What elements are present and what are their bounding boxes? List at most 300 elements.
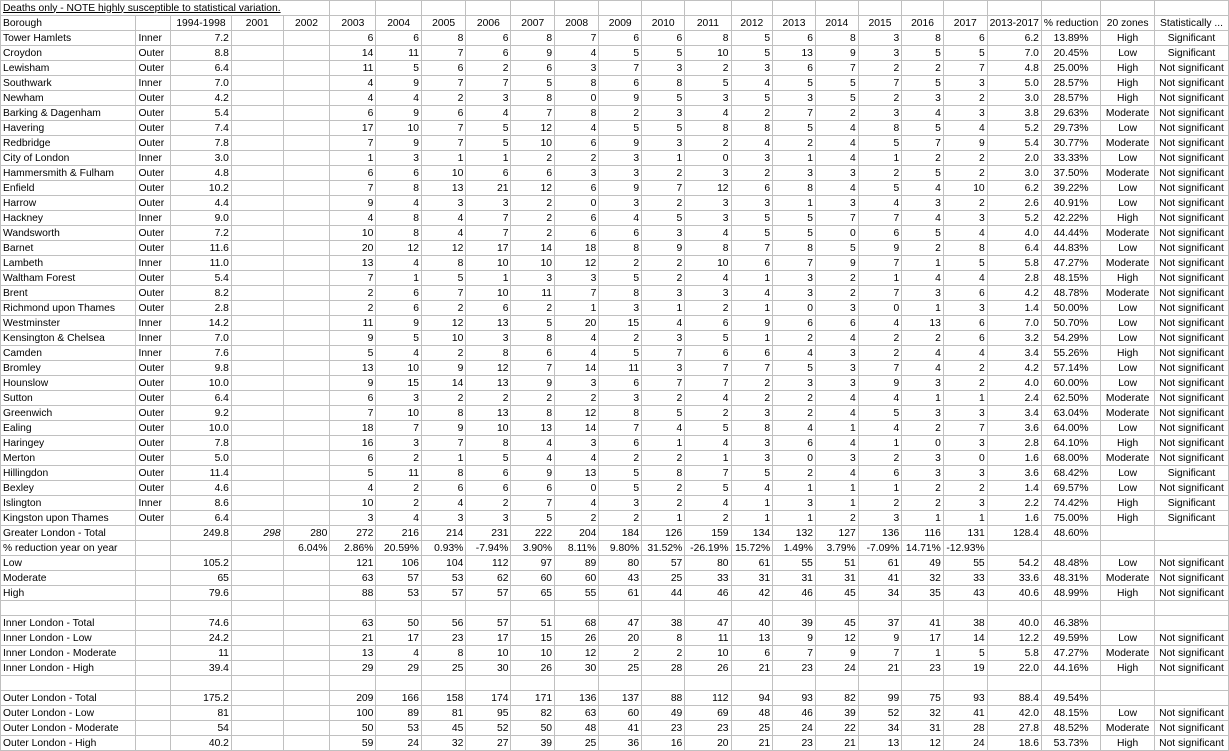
table-cell[interactable]: 62 [466,571,511,586]
table-cell[interactable]: Westminster [1,316,136,331]
table-cell[interactable]: Outer [136,136,171,151]
table-cell[interactable]: 28.57% [1041,76,1100,91]
table-cell[interactable]: Low [1101,481,1155,496]
table-cell[interactable]: 5 [815,91,858,106]
table-cell[interactable]: 3 [773,271,816,286]
table-cell[interactable]: Moderate [1101,106,1155,121]
table-cell[interactable]: 4 [685,106,731,121]
table-cell[interactable]: 28.57% [1041,91,1100,106]
table-cell[interactable]: 10 [466,421,511,436]
table-cell[interactable]: 7 [376,421,422,436]
table-cell[interactable]: Havering [1,121,136,136]
table-cell[interactable]: 1 [421,451,465,466]
table-cell[interactable]: 4 [511,451,555,466]
table-cell[interactable]: 11 [330,316,376,331]
table-cell[interactable]: 9.0 [171,211,232,226]
table-cell[interactable]: Newham [1,91,136,106]
table-cell[interactable]: 2 [902,151,944,166]
table-cell[interactable]: 2 [642,166,685,181]
table-cell[interactable]: High [1101,736,1155,751]
table-cell[interactable]: 56 [421,616,465,631]
table-cell[interactable]: 0 [902,436,944,451]
table-cell[interactable] [555,676,599,691]
table-cell[interactable]: 10 [421,331,465,346]
table-cell[interactable] [902,676,944,691]
table-cell[interactable]: 25 [731,721,773,736]
table-cell[interactable]: Not significant [1154,451,1228,466]
table-cell[interactable]: 5 [858,406,902,421]
table-cell[interactable]: Significant [1154,496,1228,511]
table-cell[interactable]: 41 [858,571,902,586]
table-cell[interactable]: 8 [943,241,987,256]
table-cell[interactable]: 2 [599,511,642,526]
table-cell[interactable]: 3 [943,466,987,481]
table-cell[interactable]: 2 [773,391,816,406]
table-cell[interactable]: 2 [943,361,987,376]
table-cell[interactable]: 81 [421,706,465,721]
table-cell[interactable]: 1 [858,151,902,166]
table-cell[interactable]: 9 [815,646,858,661]
table-cell[interactable]: 8 [599,286,642,301]
table-cell[interactable]: 1 [858,481,902,496]
table-cell[interactable]: 34 [858,721,902,736]
table-cell[interactable]: 5 [902,226,944,241]
table-cell[interactable] [231,586,283,601]
table-cell[interactable]: 4 [330,481,376,496]
table-cell[interactable]: 5 [685,481,731,496]
table-cell[interactable]: 44.16% [1041,661,1100,676]
table-cell[interactable]: 49.59% [1041,631,1100,646]
table-cell[interactable]: 2 [555,391,599,406]
table-cell[interactable]: 13 [858,736,902,751]
table-cell[interactable]: 1.4 [987,301,1041,316]
table-cell[interactable]: 3 [943,436,987,451]
table-cell[interactable]: 5.4 [987,136,1041,151]
table-cell[interactable] [685,601,731,616]
table-cell[interactable]: 12 [555,646,599,661]
table-cell[interactable]: 3 [943,406,987,421]
table-cell[interactable]: Ealing [1,421,136,436]
table-cell[interactable]: 5 [902,76,944,91]
table-cell[interactable] [136,721,171,736]
column-header[interactable]: 2017 [943,16,987,31]
table-cell[interactable]: 136 [555,691,599,706]
table-cell[interactable] [283,361,330,376]
table-cell[interactable]: 3 [902,406,944,421]
table-cell[interactable]: 6 [466,31,511,46]
table-cell[interactable]: 9 [330,331,376,346]
table-cell[interactable]: 15 [511,631,555,646]
table-cell[interactable]: 3 [731,151,773,166]
table-cell[interactable]: Outer [136,166,171,181]
column-header[interactable]: 2001 [231,16,283,31]
table-cell[interactable]: 8 [555,76,599,91]
table-cell[interactable]: 14 [330,46,376,61]
table-cell[interactable]: 4 [858,391,902,406]
table-cell[interactable]: 6.04% [283,541,330,556]
table-cell[interactable]: 2 [642,196,685,211]
table-cell[interactable]: 6 [815,316,858,331]
table-cell[interactable] [231,511,283,526]
table-cell[interactable]: 13 [902,316,944,331]
table-cell[interactable]: 1 [902,301,944,316]
table-cell[interactable]: 6 [466,166,511,181]
table-cell[interactable]: 3 [376,436,422,451]
table-cell[interactable]: 6 [466,466,511,481]
table-cell[interactable]: 3 [902,286,944,301]
column-header[interactable]: 2010 [642,16,685,31]
column-header[interactable]: 2004 [376,16,422,31]
table-cell[interactable]: 24 [376,736,422,751]
table-cell[interactable]: 5.8 [987,646,1041,661]
column-header[interactable]: 20 zones [1101,16,1155,31]
table-cell[interactable]: 3 [773,286,816,301]
table-cell[interactable]: 2 [685,511,731,526]
table-cell[interactable]: 50 [511,721,555,736]
table-cell[interactable]: Not significant [1154,61,1228,76]
table-cell[interactable] [231,631,283,646]
table-cell[interactable] [231,181,283,196]
table-cell[interactable]: 6 [421,481,465,496]
table-cell[interactable]: 3 [815,376,858,391]
table-cell[interactable]: 4 [421,496,465,511]
column-header[interactable]: Borough [1,16,136,31]
table-cell[interactable]: Outer [136,391,171,406]
table-cell[interactable]: 55 [773,556,816,571]
table-cell[interactable]: 16 [330,436,376,451]
table-cell[interactable]: 89 [376,706,422,721]
table-cell[interactable]: 2 [466,391,511,406]
table-cell[interactable] [283,271,330,286]
table-cell[interactable] [136,586,171,601]
table-cell[interactable]: 8 [511,91,555,106]
table-cell[interactable]: 9 [376,316,422,331]
table-cell[interactable]: 2 [330,286,376,301]
table-cell[interactable]: 8 [511,406,555,421]
table-cell[interactable] [283,46,330,61]
table-cell[interactable] [1101,691,1155,706]
table-cell[interactable]: 4 [902,181,944,196]
table-cell[interactable]: 23 [773,736,816,751]
table-cell[interactable] [599,676,642,691]
table-cell[interactable]: 136 [858,526,902,541]
table-cell[interactable]: 23 [642,721,685,736]
table-cell[interactable] [283,241,330,256]
table-cell[interactable]: 20.59% [376,541,422,556]
table-cell[interactable] [231,61,283,76]
table-cell[interactable]: 3 [902,196,944,211]
table-cell[interactable]: 12 [555,406,599,421]
table-cell[interactable]: 4 [943,226,987,241]
table-cell[interactable]: 1 [642,511,685,526]
table-cell[interactable]: 3.4 [987,406,1041,421]
table-cell[interactable]: 48.78% [1041,286,1100,301]
table-cell[interactable]: 5 [511,76,555,91]
table-cell[interactable]: 3 [773,91,816,106]
table-cell[interactable]: 7.2 [171,226,232,241]
table-cell[interactable]: 3 [555,61,599,76]
table-cell[interactable]: 7 [421,136,465,151]
table-cell[interactable]: 88 [330,586,376,601]
table-cell[interactable]: Significant [1154,466,1228,481]
cell[interactable] [1154,1,1228,16]
table-cell[interactable] [773,676,816,691]
table-cell[interactable]: 3 [943,106,987,121]
table-cell[interactable]: Low [1101,196,1155,211]
cell[interactable] [1041,1,1100,16]
table-cell[interactable]: Merton [1,451,136,466]
table-cell[interactable]: 7 [731,241,773,256]
table-cell[interactable]: Moderate [1101,571,1155,586]
table-cell[interactable]: 3 [858,31,902,46]
table-cell[interactable]: 40.2 [171,736,232,751]
table-cell[interactable] [511,676,555,691]
table-cell[interactable]: 7.0 [987,46,1041,61]
table-cell[interactable]: 57 [376,571,422,586]
table-cell[interactable]: 3 [599,151,642,166]
table-cell[interactable]: 3 [599,391,642,406]
table-cell[interactable]: 5 [599,121,642,136]
table-cell[interactable]: 6.4 [171,61,232,76]
table-cell[interactable]: 137 [599,691,642,706]
table-cell[interactable]: 1.6 [987,451,1041,466]
column-header[interactable]: 2008 [555,16,599,31]
table-cell[interactable]: 29 [330,661,376,676]
table-cell[interactable]: 43 [943,586,987,601]
table-cell[interactable] [283,661,330,676]
table-cell[interactable] [231,286,283,301]
table-cell[interactable]: Not significant [1154,721,1228,736]
table-cell[interactable]: 10 [685,256,731,271]
table-cell[interactable] [136,601,171,616]
table-cell[interactable]: High [1,586,136,601]
table-cell[interactable]: 0 [555,91,599,106]
table-cell[interactable] [231,151,283,166]
table-cell[interactable]: 1 [466,271,511,286]
table-cell[interactable]: Moderate [1,571,136,586]
table-cell[interactable]: 8 [421,466,465,481]
table-cell[interactable] [231,31,283,46]
table-cell[interactable]: 50.70% [1041,316,1100,331]
table-cell[interactable] [283,556,330,571]
table-cell[interactable]: Hammersmith & Fulham [1,166,136,181]
table-cell[interactable]: Low [1101,556,1155,571]
table-cell[interactable]: 12 [815,631,858,646]
table-cell[interactable] [136,631,171,646]
table-cell[interactable]: 7 [815,61,858,76]
cell[interactable] [599,1,642,16]
table-cell[interactable]: 9 [731,316,773,331]
table-cell[interactable]: 46.38% [1041,616,1100,631]
table-cell[interactable]: 45 [815,586,858,601]
table-cell[interactable]: 0.93% [421,541,465,556]
table-cell[interactable]: 24 [773,721,816,736]
table-cell[interactable]: 2 [555,151,599,166]
table-cell[interactable]: 12 [466,361,511,376]
table-cell[interactable] [466,601,511,616]
table-cell[interactable]: 25 [642,571,685,586]
table-cell[interactable]: Not significant [1154,286,1228,301]
column-header[interactable]: 2014 [815,16,858,31]
table-cell[interactable] [283,571,330,586]
table-cell[interactable]: 3.4 [987,346,1041,361]
table-cell[interactable]: 63.04% [1041,406,1100,421]
table-cell[interactable]: 8 [421,406,465,421]
table-cell[interactable]: 33.6 [987,571,1041,586]
table-cell[interactable]: 44.44% [1041,226,1100,241]
table-cell[interactable]: 6 [599,436,642,451]
table-cell[interactable]: 6 [731,646,773,661]
table-cell[interactable]: 40 [731,616,773,631]
table-cell[interactable]: 48 [555,721,599,736]
table-cell[interactable]: 3 [902,376,944,391]
table-cell[interactable]: 29.73% [1041,121,1100,136]
table-cell[interactable]: 3.90% [511,541,555,556]
table-cell[interactable] [283,646,330,661]
table-cell[interactable]: Not significant [1154,331,1228,346]
table-cell[interactable]: 1 [555,301,599,316]
table-cell[interactable]: 11 [376,46,422,61]
table-cell[interactable]: 4 [902,271,944,286]
table-cell[interactable]: High [1101,511,1155,526]
table-cell[interactable]: 43 [599,571,642,586]
table-cell[interactable]: Lewisham [1,61,136,76]
table-cell[interactable]: 3.8 [987,106,1041,121]
table-cell[interactable]: 8 [599,406,642,421]
column-header[interactable]: 2007 [511,16,555,31]
table-cell[interactable]: 7 [858,646,902,661]
table-cell[interactable]: 21 [815,736,858,751]
table-cell[interactable]: 31 [773,571,816,586]
table-cell[interactable]: 53 [421,571,465,586]
table-cell[interactable]: 41 [943,706,987,721]
table-cell[interactable]: 8 [511,31,555,46]
table-cell[interactable] [231,166,283,181]
table-cell[interactable]: Not significant [1154,556,1228,571]
table-cell[interactable]: 4 [466,106,511,121]
table-cell[interactable]: 2 [642,256,685,271]
table-cell[interactable]: 3 [555,166,599,181]
table-cell[interactable]: 3.6 [987,421,1041,436]
table-cell[interactable]: Low [1101,151,1155,166]
table-cell[interactable]: 24.2 [171,631,232,646]
table-cell[interactable]: 2 [902,331,944,346]
table-cell[interactable]: Outer [136,271,171,286]
table-cell[interactable]: 22.0 [987,661,1041,676]
table-cell[interactable]: 42 [731,586,773,601]
table-cell[interactable]: 3.0 [987,91,1041,106]
table-cell[interactable]: 5 [902,166,944,181]
table-cell[interactable]: 6 [376,31,422,46]
table-cell[interactable]: Outer [136,61,171,76]
cell[interactable] [283,1,330,16]
table-cell[interactable]: 1 [815,496,858,511]
table-cell[interactable]: 5 [731,466,773,481]
table-cell[interactable]: Not significant [1154,76,1228,91]
table-cell[interactable]: 0 [555,196,599,211]
table-cell[interactable]: 4 [555,46,599,61]
table-cell[interactable]: 5 [773,76,816,91]
table-cell[interactable]: 6 [376,301,422,316]
table-cell[interactable]: 7.4 [171,121,232,136]
table-cell[interactable]: 21 [731,736,773,751]
table-cell[interactable]: 4 [555,496,599,511]
table-cell[interactable]: 2 [815,271,858,286]
table-cell[interactable]: 9.80% [599,541,642,556]
table-cell[interactable]: 2 [943,376,987,391]
table-cell[interactable]: 9 [815,256,858,271]
table-cell[interactable]: 3 [685,286,731,301]
table-cell[interactable] [1101,676,1155,691]
table-cell[interactable]: 6 [773,31,816,46]
table-cell[interactable]: 1 [943,391,987,406]
table-cell[interactable]: 68 [555,616,599,631]
table-cell[interactable]: 7 [421,286,465,301]
table-cell[interactable]: 14 [943,631,987,646]
table-cell[interactable]: 3 [421,511,465,526]
table-cell[interactable]: 5 [599,46,642,61]
table-cell[interactable] [815,676,858,691]
table-cell[interactable]: 16 [642,736,685,751]
table-cell[interactable]: 42.0 [987,706,1041,721]
table-cell[interactable]: 3.0 [987,166,1041,181]
table-cell[interactable]: 2 [599,331,642,346]
table-cell[interactable]: 9 [858,631,902,646]
table-cell[interactable]: -12.93% [943,541,987,556]
table-cell[interactable]: Outer [136,421,171,436]
table-cell[interactable] [1101,601,1155,616]
table-cell[interactable] [231,346,283,361]
table-cell[interactable]: High [1101,31,1155,46]
table-cell[interactable]: Not significant [1154,421,1228,436]
table-cell[interactable] [858,676,902,691]
table-cell[interactable]: 17 [376,631,422,646]
table-cell[interactable]: 69 [685,706,731,721]
table-cell[interactable]: 9 [599,91,642,106]
table-cell[interactable]: 9 [511,46,555,61]
table-cell[interactable]: 93 [943,691,987,706]
table-cell[interactable]: 3 [902,451,944,466]
table-cell[interactable] [136,691,171,706]
table-cell[interactable]: Outer London - High [1,736,136,751]
table-cell[interactable]: 4 [858,316,902,331]
table-cell[interactable] [1154,616,1228,631]
table-cell[interactable] [231,571,283,586]
cell[interactable] [773,1,816,16]
table-cell[interactable]: Hackney [1,211,136,226]
table-cell[interactable]: Not significant [1154,181,1228,196]
table-cell[interactable]: 13.89% [1041,31,1100,46]
table-cell[interactable] [231,271,283,286]
table-cell[interactable]: 9 [858,241,902,256]
table-cell[interactable]: 9 [773,631,816,646]
table-cell[interactable]: 95 [466,706,511,721]
table-cell[interactable]: 2.8 [171,301,232,316]
table-cell[interactable]: 4.4 [171,196,232,211]
table-cell[interactable]: 0 [815,226,858,241]
table-cell[interactable]: 4 [731,136,773,151]
table-cell[interactable]: High [1101,271,1155,286]
table-cell[interactable] [685,676,731,691]
table-cell[interactable]: 4 [376,646,422,661]
table-cell[interactable]: 8 [466,346,511,361]
table-cell[interactable] [642,601,685,616]
table-cell[interactable]: Bromley [1,361,136,376]
table-cell[interactable]: 31 [815,571,858,586]
table-cell[interactable]: 1 [902,391,944,406]
table-cell[interactable]: 52 [466,721,511,736]
table-cell[interactable]: 2 [642,451,685,466]
